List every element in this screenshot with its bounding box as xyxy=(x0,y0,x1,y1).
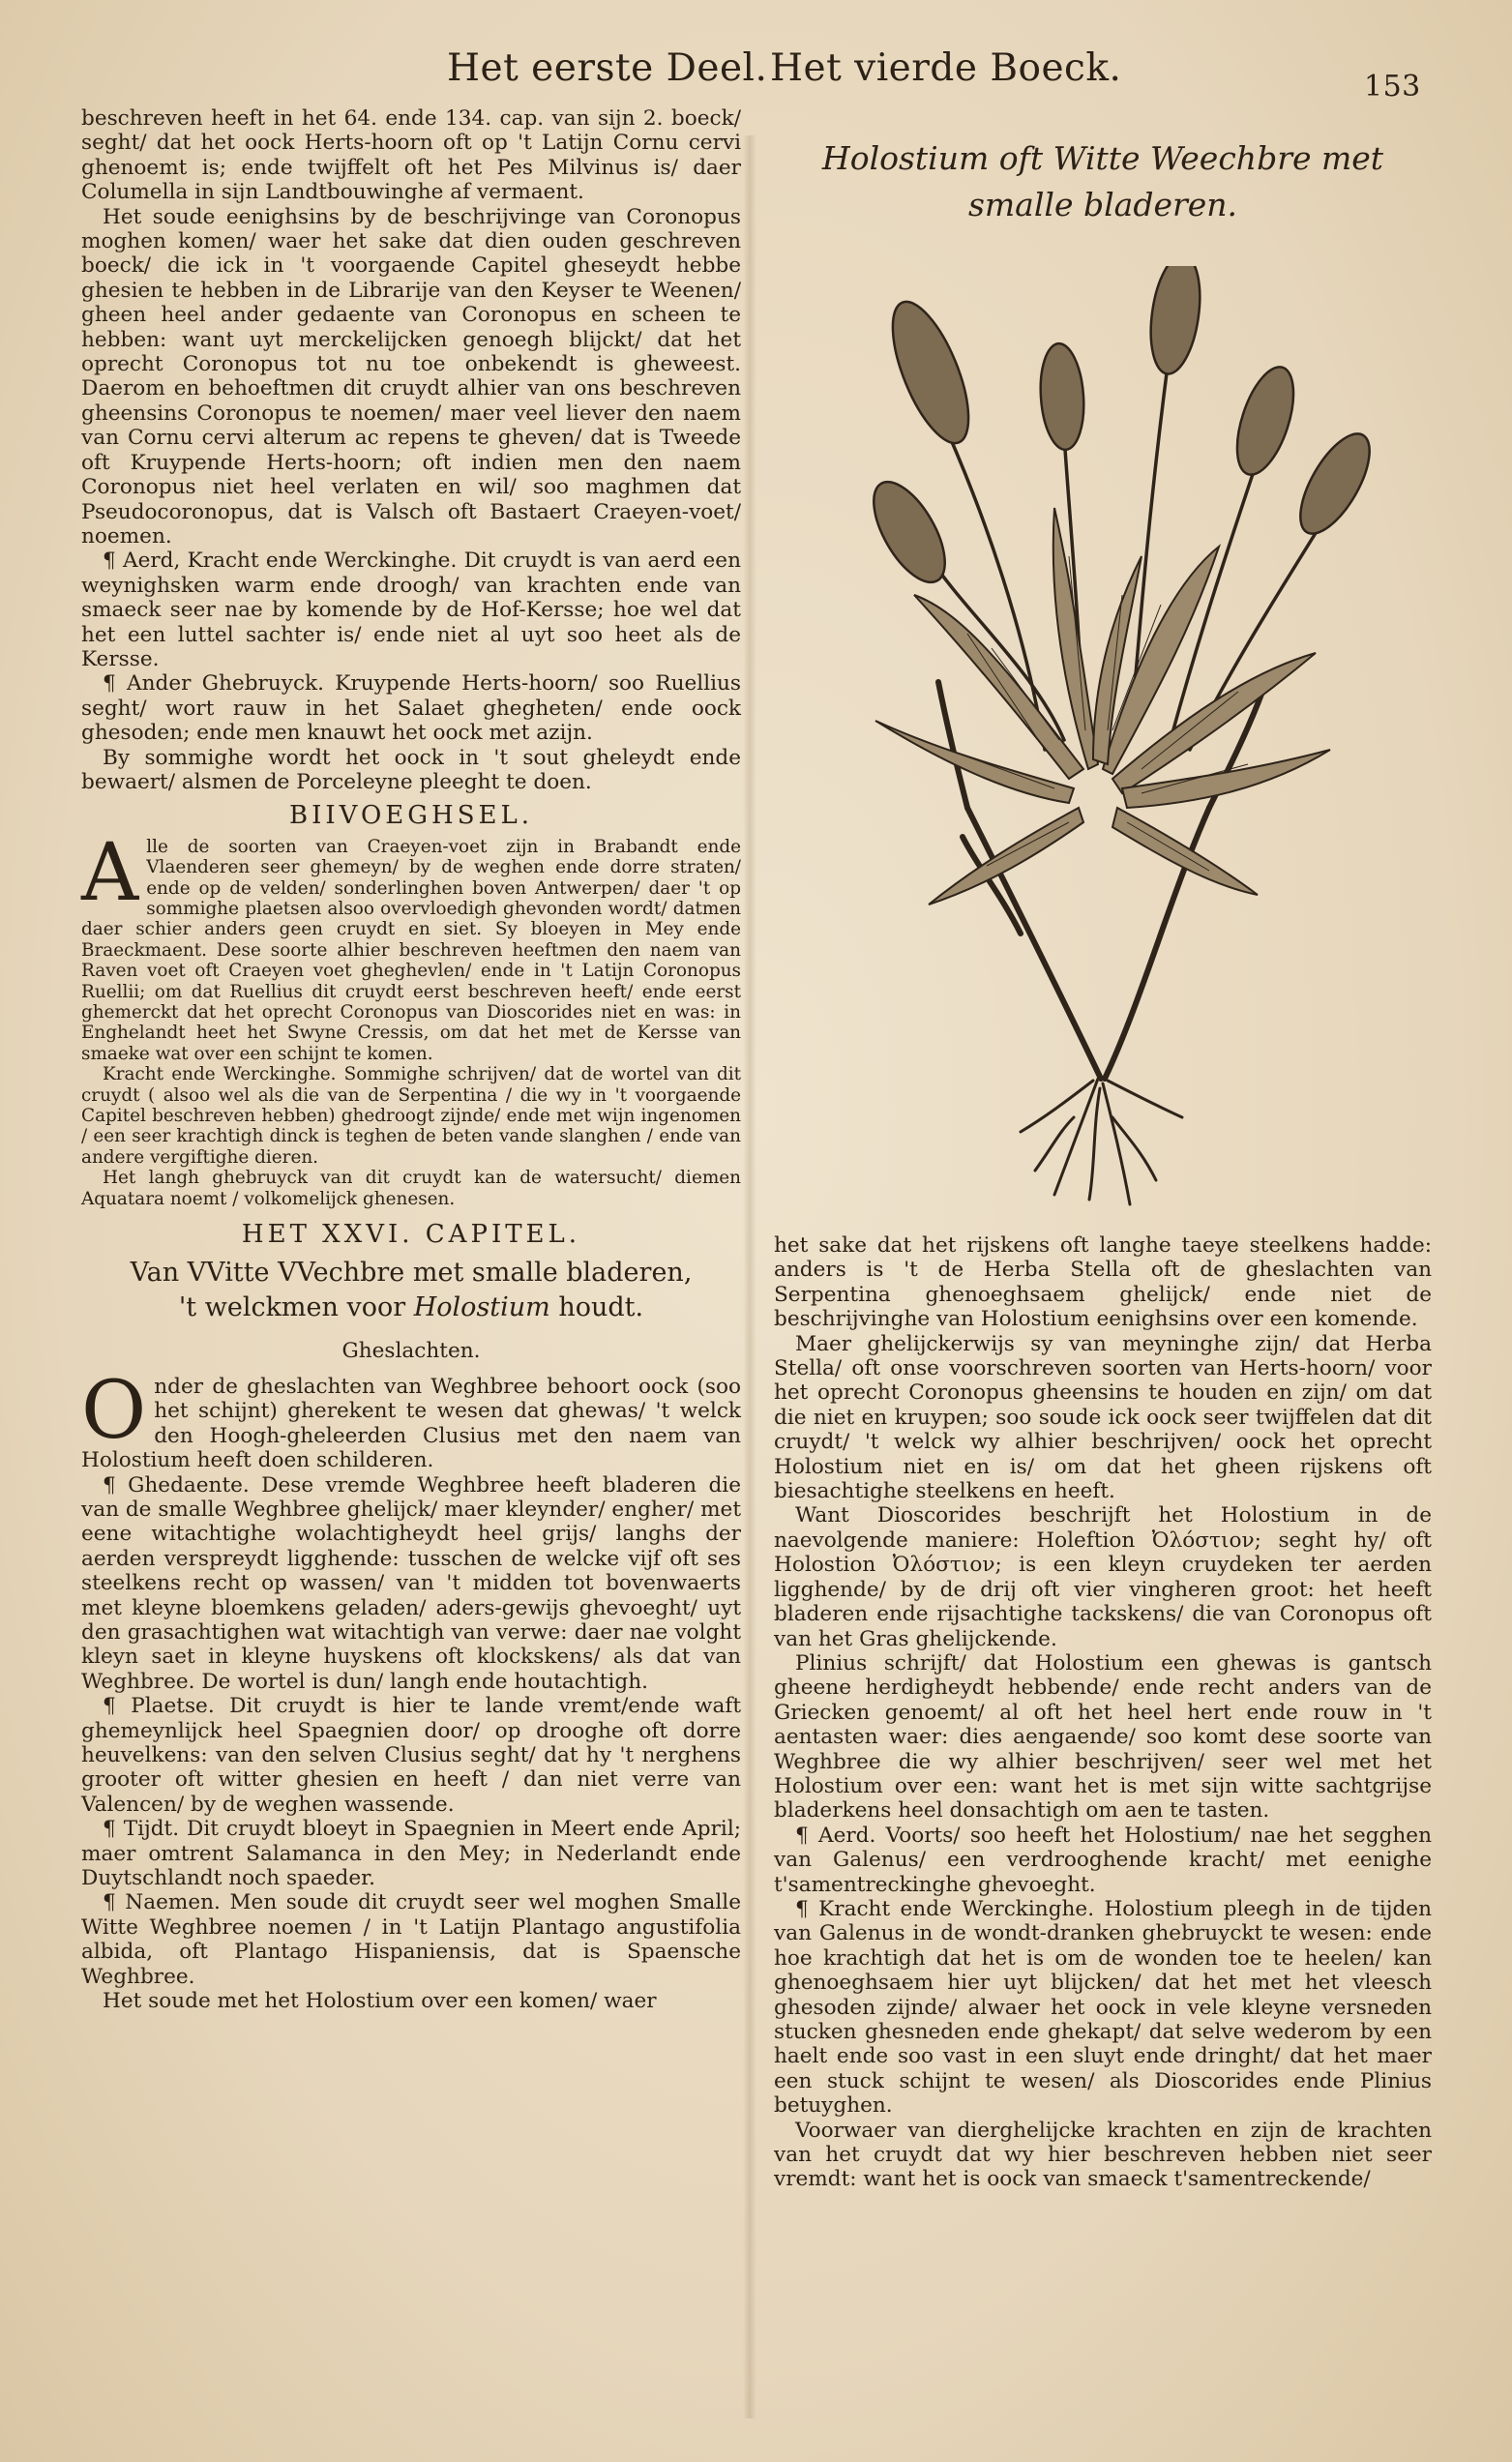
plant-woodcut-illustration xyxy=(822,266,1393,1214)
chapter-heading: HET XXVI. CAPITEL. xyxy=(241,1220,581,1250)
paragraph: Het soude eenighsins by de beschrijvinge van Coronopus moghen komen/ waer het sake dat dien ouden geschreven boeck/ die ick in 't voorgaende Capitel gheseydt hebbe ghesien te hebben in de Librarije van den Keyser te Weenen/ gheen heel ander gedaente van Coronopus en scheen te hebben: want uyt merckelijcken genoegh blijckt/ dat het oprecht Coronopus tot nu toe onbekendt is gheweest. Daerom en behoeftmen dit cruydt alhier van ons beschreven gheensins Coronopus te noemen/ maer veel liever den naem van Cornu cervi alterum ac repens te gheven/ dat is Tweede oft Kruypende Herts-hoorn; oft indien men den naem Coronopus niet heel verlaten en wil/ soo maghmen dat Pseudocoronopus, dat is Valsch oft Bastaert Craeyen-voet/ noemen. xyxy=(81,204,741,549)
paragraph: By sommighe wordt het oock in 't sout gheleydt ende bewaert/ alsmen de Porceleyne pleeght te doen. xyxy=(81,745,741,794)
section-heading: Gheslachten. xyxy=(341,1338,481,1363)
paragraph: ¶ Kracht ende Werckinghe. Holostium pleegh in de tijden van Galenus in de wondt-dranken ghebruyckt te wesen: ende hoe krachtigh dat het is om de wonden toe te heelen/ kan ghenoeghsaem hier uyt blijcken/ dat het met het vleesch ghesoden zijnde/ alwaer het oock in vele kleyne versneden stucken ghesneden ende ghekapt/ dat selve wederom by een haelt ende soo vast in een sluyt ende dringht/ dat het maer een stuck schijnt te wesen/ als Dioscorides ende Plinius betuyghen. xyxy=(774,1896,1432,2119)
paragraph: ¶ Naemen. Men soude dit cruydt seer wel moghen Smalle Witte Weghbree noemen / in 't Latijn Plantago angustifolia albida, oft Plantago Hispaniensis, dat is Spaensche Weghbree. xyxy=(81,1890,741,1989)
figure-caption xyxy=(803,135,1403,228)
paragraph: ¶ Aerd, Kracht ende Werckinghe. Dit cruydt is van aerd een weynighsken warm ende droogh/ van krachten ende van smaeck seer nae by komende by de Hof-Kersse; hoe wel dat het een luttel sachter is/ ende niet al uyt soo heet als de Kersse. xyxy=(81,549,741,671)
paragraph: Kracht ende Werckinghe. Sommighe schrijven/ dat de wortel van dit cruydt ( alsoo wel als die van de Serpentina / die wy in 't voorgaende Capitel beschreven hebben) ghedroogt zijnde/ ende met wijn ingenomen / een seer krachtigh dinck is teghen de beten vande slanghen / ende van andere vergiftighe dieren. xyxy=(81,1064,741,1168)
paragraph: beschreven heeft in het 64. ende 134. cap. van sijn 2. boeck/ seght/ dat het oock Herts-hoorn oft op 't Latijn Cornu cervi ghenoemt is; ende twijffelt oft het Pes Milvinus is/ daer Columella in sijn Landtbouwinghe af vermaent. xyxy=(81,106,741,205)
flower-spikes xyxy=(859,266,1382,593)
subtitle-latin: Holostium xyxy=(413,1291,550,1322)
subtitle-part: 't welckmen voor xyxy=(178,1291,414,1322)
addendum-text: lle de soorten van Craeyen-voet zijn in Brabandt ende Vlaenderen seer ghemeyn/ by de weghen ende dorre straten/ ende op de velden/ sonderlinghen boven Antwerpen/ daer 't op sommighe plaetsen alsoo overvloedigh ghevonden wordt/ datmen daer schier anders geen cruydt en siet. Sy bloeyen in Mey ende Braeckmaent. Dese soorte alhier beschreven heeftmen den naem van Raven voet oft Craeyen voet gheghevlen/ ende in 't Latijn Coronopus Ruellii; om dat Ruellius dit cruydt eerst beschreven heeft/ ende eerst ghemerckt dat het oprecht Coronopus van Dioscorides niet en was: in Enghelandt heet het Swyne Cressis, om dat het met de Kersse van smaeke wat over een schijnt te komen. xyxy=(81,836,741,1064)
paragraph: Het soude met het Holostium over een komen/ waer xyxy=(103,1989,657,2014)
paragraph: ¶ Aerd. Voorts/ soo heeft het Holostium/ nae het segghen van Galenus/ een verdrooghende kracht/ met eenighe t'samentreckinghe ghevoeght. xyxy=(774,1823,1432,1897)
chapter-subtitle xyxy=(81,1290,741,1325)
paragraph: Plinius schrijft/ dat Holostium een ghewas is gantsch gheene herdigheydt hebbende/ ende recht anders van de Griecken genoemt/ al oft het heel hert ende rouw in 't aentasten waer: dies aengaende/ soo komt dese soorte van Weghbree die wy alhier beschrijven/ seer wel met het Holostium over een: want het is met sijn witte sachtgrijse bladerkens heel donsachtigh om aen te tasten. xyxy=(774,1650,1432,1824)
page-number: 153 xyxy=(1364,70,1421,104)
subtitle-part: houdt. xyxy=(549,1291,644,1322)
running-header-right: Het vierde Boeck. xyxy=(770,46,1122,90)
paragraph: Het langh ghebruyck van dit cruydt kan de watersucht/ diemen Aquatara noemt / volkomelijck ghenesen. xyxy=(81,1168,741,1209)
paragraph: Want Dioscorides beschrijft het Holostium in de naevolgende maniere: Holeftion Ὀλόστιον; seght hy/ oft Holostion Ὀλόστιον; is een kleyn cruydeken ter aerden ligghende/ by de drij oft vier vingheren groot: het heeft bladeren ende rijsachtighe tackskens/ die van Coronopus oft van het Gras ghelijckende. xyxy=(774,1503,1432,1651)
figure-caption-line: Holostium oft Witte Weechbre met xyxy=(821,139,1384,177)
paragraph: ¶ Tijdt. Dit cruydt bloeyt in Spaegnien in Meert ende April; maer omtrent Salamanca in den Mey; in Nederlandt ende Duytschlandt noch spaeder. xyxy=(81,1817,741,1891)
paragraph: ¶ Ander Ghebruyck. Kruypende Herts-hoorn/ soo Ruellius seght/ wort rauw in het Salaet ghegheten/ ende oock ghesoden; ende men knauwt het oock met azijn. xyxy=(81,671,741,746)
left-column xyxy=(81,106,741,2013)
drop-cap: A xyxy=(81,826,139,919)
paragraph: ¶ Ghedaente. Dese vremde Weghbree heeft bladeren die van de smalle Weghbree ghelijck/ maer kleynder/ engher/ met eene witachtighe wolachtigheydt heel grijs/ langhs der aerden verspreydt ligghende: tusschen de welcke vijf oft ses steelkens recht op wassen/ van 't midden tot bovenwaerts met kleyne bloemkens geladen/ aders-gewijs ghevoeght/ uyt den grasachtighen wat witachtigh van verwe: daer nae volght kleyn saet in kleyne huyskens oft klockskens/ als dat van Weghbree. De wortel is dun/ langh ende houtachtigh. xyxy=(81,1472,741,1694)
section-heading: BIIVOEGHSEL. xyxy=(288,801,534,831)
right-column xyxy=(774,1233,1432,2192)
paragraph: Voorwaer van dierghelijcke krachten en zijn de krachten van het cruydt dat wy hier beschreven hebben niet seer vremdt: want het is oock van smaeck t'samentreckende/ xyxy=(774,2118,1432,2192)
figure-caption-line: smalle bladeren. xyxy=(967,186,1238,223)
paragraph: Maer ghelijckerwijs sy van meyninghe zijn/ dat Herba Stella/ oft onse voorschreven soorten van Herts-hoorn/ voor het oprecht Coronopus gheensins te houden en zijn/ om dat die niet en kruypen; soo soude ick oock seer twijffelen dat dit cruydt/ 't welck wy alhier beschrijven/ oock het oprecht Holostium niet en is/ om dat het gheen rijskens oft biesachtighe steelkens en heeft. xyxy=(774,1331,1432,1504)
paragraph: nder de gheslachten van Weghbree behoort oock (soo het schijnt) gherekent te wesen dat ghewas/ 't welck den Hoogh-gheleerden Clusius met den naem van Holostium heeft doen schilderen. xyxy=(81,1374,741,1473)
running-header-left: Het eerste Deel. xyxy=(447,46,768,90)
drop-cap: O xyxy=(81,1364,147,1457)
paragraph: het sake dat het rijskens oft langhe taeye steelkens hadde: anders is 't de Herba Stella oft de gheslachten van Serpentina ghenoeghsaem ghelijck/ ende niet de beschrijvinghe van Holostium eenighsins over een komende. xyxy=(774,1233,1432,1332)
page-gutter xyxy=(743,135,756,2418)
paragraph: ¶ Plaetse. Dit cruydt is hier te lande vremt/ende waft ghemeynlijck heel Spaegnien door/ op drooghe oft dorre heuvelkens: van den selven Clusius seght/ dat hy 't nerghens grooter oft witter ghesien en heeft / dan niet verre van Valencen/ by de weghen wassende. xyxy=(81,1694,741,1817)
plant-roots xyxy=(1021,1079,1182,1204)
chapter-subtitle: Van VVitte VVechbre met smalle bladeren, xyxy=(130,1257,693,1288)
